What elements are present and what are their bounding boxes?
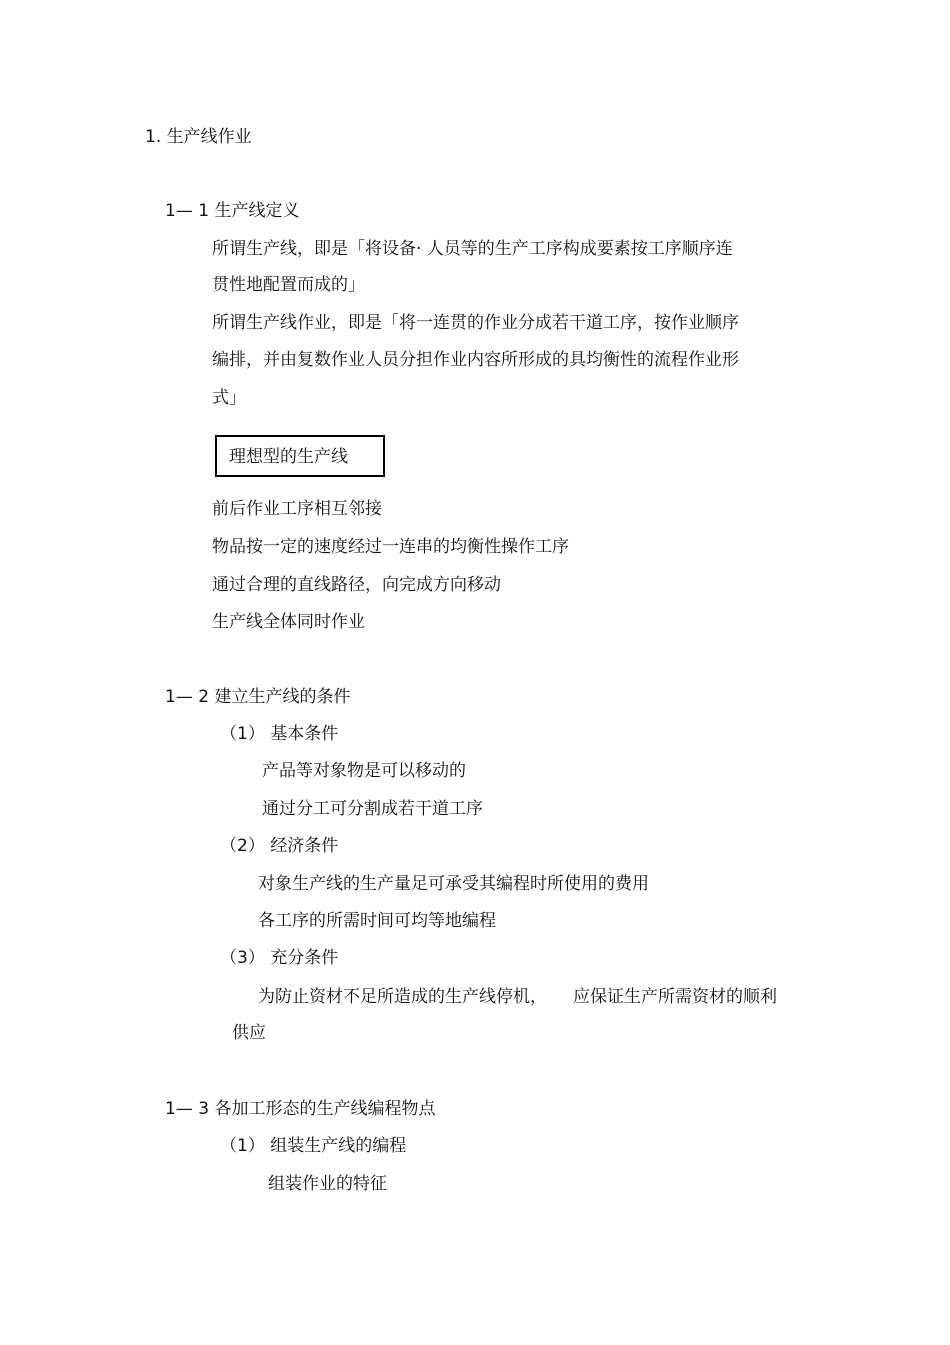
paragraph-line: 贯性地配置而成的」	[212, 275, 365, 295]
condition-text: 供应	[232, 1023, 266, 1043]
condition-label: （1） 基本条件	[220, 724, 339, 744]
paragraph-line: 编排，并由复数作业人员分担作业内容所形成的具均衡性的流程作业形	[212, 350, 739, 370]
section-heading: 1. 生产线作业	[145, 127, 252, 147]
subsection-title-1-1: 1— 1 生产线定义	[165, 201, 300, 221]
condition-text-part: 为防止资材不足所造成的生产线停机，	[258, 987, 547, 1007]
condition-item: 组装作业的特征	[268, 1174, 387, 1194]
paragraph-line: 所谓生产线，即是「将设备· 人员等的生产工序构成要素按工序顺序连	[212, 239, 733, 259]
condition-item: 通过分工可分割成若干道工序	[262, 799, 483, 819]
condition-label: （3） 充分条件	[220, 948, 339, 968]
condition-text-part: 应保证生产所需资材的顺利	[573, 987, 777, 1007]
list-item: 前后作业工序相互邻接	[212, 499, 382, 519]
condition-item: 对象生产线的生产量足可承受其编程时所使用的费用	[258, 874, 649, 894]
condition-item: 产品等对象物是可以移动的	[262, 761, 466, 781]
condition-item: 各工序的所需时间可均等地编程	[258, 911, 496, 931]
subsection-title-1-2: 1— 2 建立生产线的条件	[165, 687, 351, 707]
subsection-title-1-3: 1— 3 各加工形态的生产线编程物点	[165, 1099, 436, 1119]
condition-text	[258, 986, 777, 1008]
list-item: 生产线全体同时作业	[212, 612, 365, 632]
paragraph-line: 所谓生产线作业，即是「将一连贯的作业分成若干道工序，按作业顺序	[212, 313, 739, 333]
condition-label: （1） 组装生产线的编程	[220, 1136, 407, 1156]
paragraph-line: 式」	[212, 388, 246, 408]
box-label: 理想型的生产线	[229, 447, 348, 467]
ideal-line-box	[215, 435, 385, 477]
condition-label: （2） 经济条件	[220, 836, 339, 856]
list-item: 物品按一定的速度经过一连串的均衡性操作工序	[212, 537, 569, 557]
list-item: 通过合理的直线路径，向完成方向移动	[212, 575, 501, 595]
